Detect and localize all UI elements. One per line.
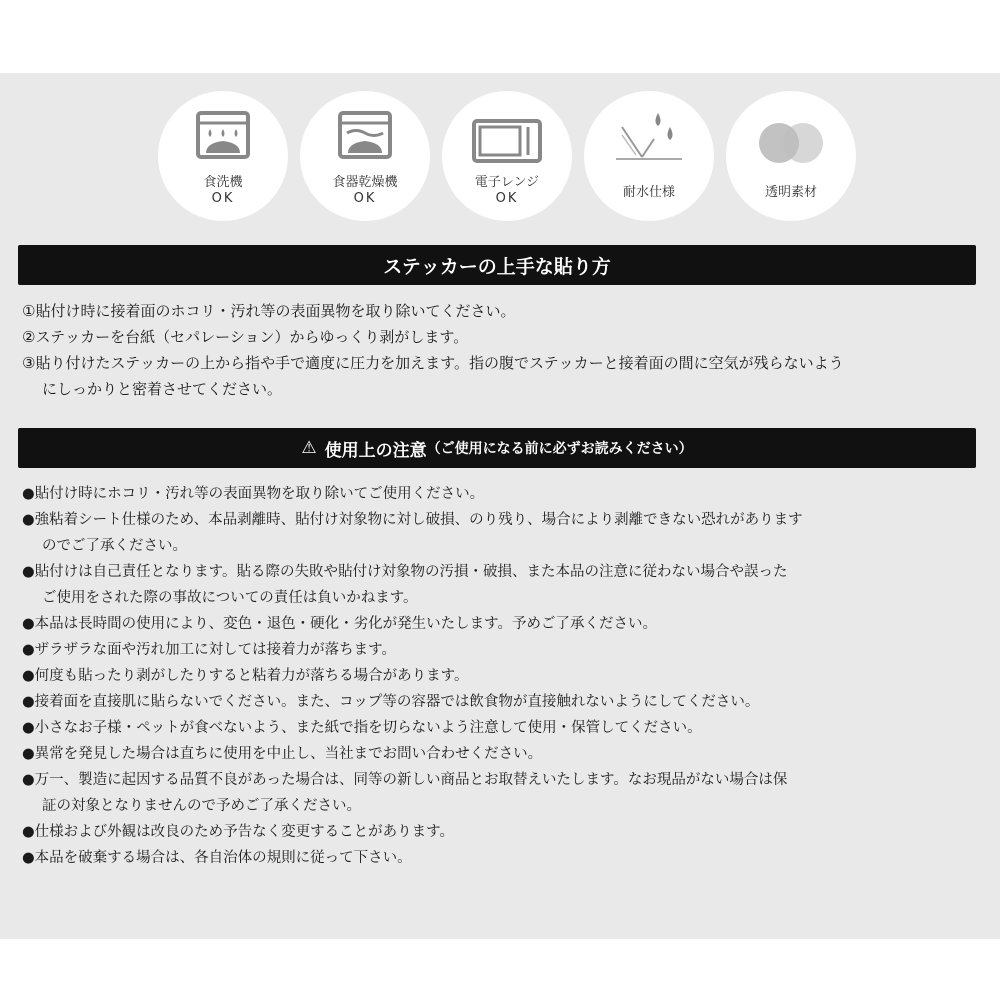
caution-line: ●接着面を直接肌に貼らないでください。また、コップ等の容器では飲食物が直接触れないようにしてください。 <box>22 694 760 710</box>
feature-microwave <box>442 91 572 221</box>
section-header-cautions <box>18 428 976 468</box>
water-resistant-icon <box>584 91 714 221</box>
feature-dishwasher <box>158 91 288 221</box>
step-line: ①貼付け時に接着面のホコリ・汚れ等の表面異物を取り除いてください。 <box>22 302 516 320</box>
feature-icons <box>158 91 858 221</box>
step-line: にしっかりと密着させてください。 <box>42 380 283 398</box>
caution-line: のでご了承ください。 <box>42 538 187 554</box>
info-card <box>0 73 1000 939</box>
section-header-application <box>18 245 976 285</box>
step-line: ②ステッカーを台紙（セパレーション）からゆっくり剥がします。 <box>22 328 469 346</box>
transparent-material-icon <box>726 91 856 221</box>
icon-label-line2: OK <box>495 191 519 206</box>
caution-line: 証の対象となりませんので予めご了承ください。 <box>42 798 361 814</box>
icon-label-line1: 透明素材 <box>764 185 817 200</box>
caution-line: ●万一、製造に起因する品質不良があった場合は、同等の新しい商品とお取替えいたします。なお現品がない場合は保 <box>22 772 788 788</box>
section-title: ステッカーの上手な貼り方 <box>383 255 611 278</box>
section-title: 使用上の注意 <box>324 440 427 461</box>
caution-line: ●何度も貼ったり剥がしたりすると粘着力が落ちる場合があります。 <box>22 668 469 684</box>
step-line: ③貼り付けたステッカーの上から指や手で適度に圧力を加えます。指の腹でステッカーと接着面の間に空気が残らないよう <box>22 354 844 372</box>
icon-label-line1: 耐水仕様 <box>622 185 675 200</box>
icon-label-line2: OK <box>353 191 377 206</box>
icon-label-line2: OK <box>211 191 235 206</box>
icon-label-line1: 食器乾燥機 <box>332 175 398 190</box>
icon-label-line1: 食洗機 <box>203 175 243 190</box>
feature-water-resistant <box>584 91 714 221</box>
caution-line: ●仕様および外観は改良のため予告なく変更することがあります。 <box>22 824 454 840</box>
caution-line: ●異常を発見した場合は直ちに使用を中止し、当社までお問い合わせください。 <box>22 746 543 762</box>
section-note: （ご使用になる前に必ずお読みください） <box>426 441 693 457</box>
feature-dish-dryer <box>300 91 430 221</box>
warning-icon: ⚠ <box>301 438 317 458</box>
caution-line: ●本品を破棄する場合は、各自治体の規則に従って下さい。 <box>22 850 412 866</box>
feature-transparent-material <box>726 91 856 221</box>
caution-line: ●小さなお子様・ペットが食べないよう、また紙で指を切らないよう注意して使用・保管してください。 <box>22 720 702 736</box>
caution-line: ●貼付け時にホコリ・汚れ等の表面異物を取り除いてご使用ください。 <box>22 486 485 502</box>
caution-line: ●ザラザラな面や汚れ加工に対しては接着力が落ちます。 <box>22 642 396 658</box>
application-steps <box>22 298 982 402</box>
caution-list <box>22 481 982 871</box>
caution-line: ●貼付けは自己責任となります。貼る際の失敗や貼付け対象物の汚損・破損、また本品の注意に従わない場合や誤った <box>22 564 788 580</box>
caution-line: ●強粘着シート仕様のため、本品剥離時、貼付け対象物に対し破損、のり残り、場合により剥離できない恐れがあります <box>22 512 803 528</box>
icon-label-line1: 電子レンジ <box>474 175 540 190</box>
caution-line: ご使用をされた際の事故についての責任は負いかねます。 <box>42 590 418 606</box>
caution-line: ●本品は長時間の使用により、変色・退色・硬化・劣化が発生いたします。予めご了承ください。 <box>22 616 657 632</box>
